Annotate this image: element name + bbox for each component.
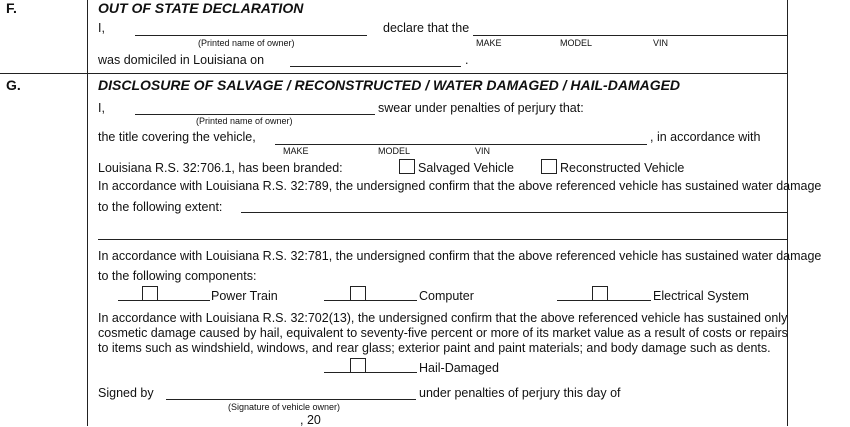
left-border — [87, 0, 88, 426]
g-vin-caption: VIN — [475, 146, 491, 156]
f-printed-name-caption: (Printed name of owner) — [198, 38, 295, 48]
salvaged-checkbox[interactable] — [399, 159, 415, 174]
power-train-line-left — [118, 300, 142, 301]
power-train-label: Power Train — [211, 289, 278, 303]
f-make-caption: MAKE — [476, 38, 502, 48]
g-water-789-text: In accordance with Louisiana R.S. 32:789, the undersigned confirm that the above referenced vehicle has sustained water damage — [98, 179, 822, 193]
g-swear-label: swear under penalties of perjury that: — [378, 101, 584, 115]
g-extent-field-1[interactable] — [241, 212, 787, 213]
g-hail-text-1: In accordance with Louisiana R.S. 32:702(13), the undersigned confirm that the above referenced vehicle has sustained only — [98, 311, 788, 325]
power-train-line-right — [158, 300, 210, 301]
f-domiciled-label: was domiciled in Louisiana on — [98, 53, 265, 67]
g-make-caption: MAKE — [283, 146, 309, 156]
section-g-title: DISCLOSURE OF SALVAGE / RECONSTRUCTED / WATER DAMAGED / HAIL-DAMAGED — [98, 77, 681, 93]
g-title-covering-label: the title covering the vehicle, — [98, 130, 256, 144]
f-i-label: I, — [98, 21, 105, 35]
electrical-line-left — [557, 300, 592, 301]
reconstructed-checkbox[interactable] — [541, 159, 557, 174]
g-extent-field-2[interactable] — [98, 239, 787, 240]
computer-line-left — [324, 300, 350, 301]
f-declare-label: declare that the — [383, 21, 470, 35]
electrical-checkbox[interactable] — [592, 286, 608, 301]
computer-checkbox[interactable] — [350, 286, 366, 301]
g-owner-name-field[interactable] — [135, 114, 375, 115]
hail-damaged-checkbox[interactable] — [350, 358, 366, 373]
g-in-accordance-label: , in accordance with — [650, 130, 761, 144]
perjury-day-label: under penalties of perjury this day of — [419, 386, 621, 400]
computer-label: Computer — [419, 289, 474, 303]
f-period: . — [465, 53, 469, 67]
g-extent-label: to the following extent: — [98, 200, 223, 214]
g-i-label: I, — [98, 101, 105, 115]
electrical-line-right — [608, 300, 651, 301]
salvaged-label: Salvaged Vehicle — [418, 161, 514, 175]
section-g-letter: G. — [6, 77, 21, 93]
g-printed-name-caption: (Printed name of owner) — [196, 116, 293, 126]
power-train-checkbox[interactable] — [142, 286, 158, 301]
signature-caption: (Signature of vehicle owner) — [228, 402, 341, 412]
section-divider — [0, 73, 788, 74]
g-model-caption: MODEL — [378, 146, 411, 156]
right-border — [787, 0, 788, 426]
f-vehicle-field[interactable] — [473, 35, 787, 36]
signed-by-label: Signed by — [98, 386, 154, 400]
g-hail-text-3: to items such as windshield, windows, and rear glass; exterior paint and paint materials; and body damage such as dents. — [98, 341, 771, 355]
g-components-label: to the following components: — [98, 269, 257, 283]
year-label: , 20 — [300, 413, 321, 427]
f-vin-caption: VIN — [653, 38, 669, 48]
hail-damaged-label: Hail-Damaged — [419, 361, 499, 375]
section-f-letter: F. — [6, 0, 17, 16]
owner-signature-field[interactable] — [166, 399, 416, 400]
hail-line-right — [366, 372, 417, 373]
reconstructed-label: Reconstructed Vehicle — [560, 161, 685, 175]
computer-line-right — [366, 300, 417, 301]
section-f-title: OUT OF STATE DECLARATION — [98, 0, 304, 16]
g-hail-text-2: cosmetic damage caused by hail, equivalent to seventy-five percent or more of its market value as a result of costs or repairs — [98, 326, 788, 340]
g-water-781-text: In accordance with Louisiana R.S. 32:781, the undersigned confirm that the above referenced vehicle has sustained water damage — [98, 249, 822, 263]
f-model-caption: MODEL — [560, 38, 593, 48]
f-owner-name-field[interactable] — [135, 35, 367, 36]
hail-line-left — [324, 372, 350, 373]
f-domicile-date-field[interactable] — [290, 66, 461, 67]
g-branded-label: Louisiana R.S. 32:706.1, has been branded: — [98, 161, 343, 175]
electrical-label: Electrical System — [653, 289, 749, 303]
g-vehicle-field[interactable] — [275, 144, 647, 145]
